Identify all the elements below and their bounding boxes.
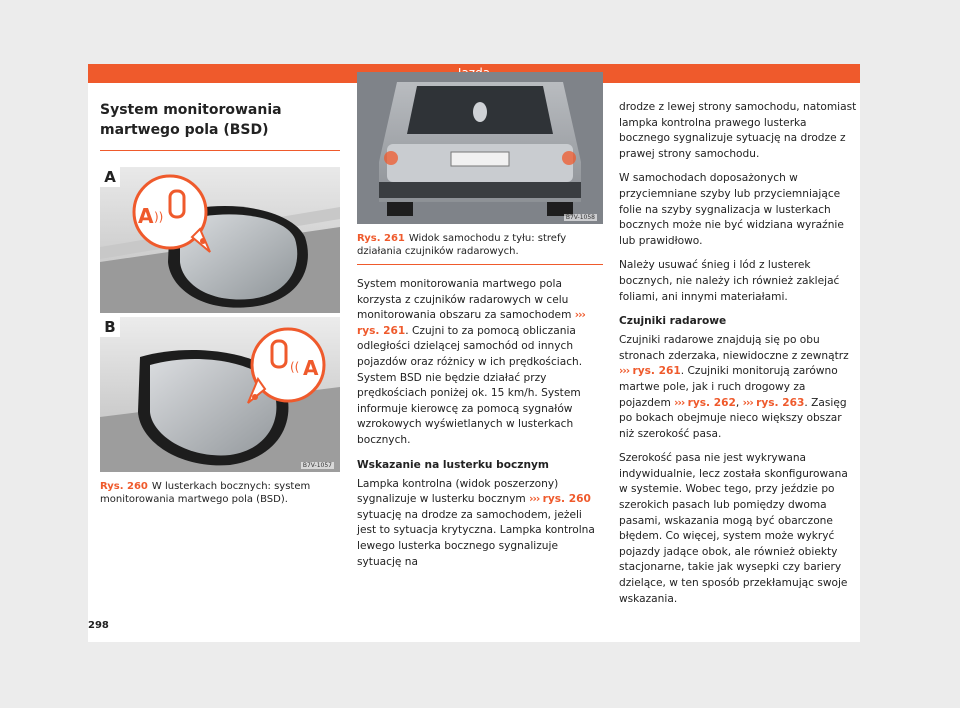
rear-figure-ref: Rys. 261: [357, 233, 405, 244]
text-run: System monitorowania martwego pola korzysta z czujników radarowych w celu monitorowania obszaru za samochodem: [357, 278, 575, 322]
figure-caption-text: W lusterkach bocznych: system monitorowania martwego pola (BSD).: [100, 481, 311, 505]
paragraph: Szerokość pasa nie jest wykrywana indywidualnie, lecz została skonfigurowana w systemie. Wobec tego, przy jeździe po szerokich pasach lub pomiędzy dwoma pasami, wskazania mogą być obarczone błędem. Co więcej, system może wykryć pojazdy jadące obok, ale również obiekty stacjonarne, takie jak wysepki czy bariery dzielące, w ten sposób przekłamując swoje wskazania.: [619, 452, 848, 605]
figure-link[interactable]: rys. 261: [632, 365, 681, 378]
arrow-glyph: ›››: [742, 396, 753, 409]
subheading: Wskazanie na lusterku bocznym: [357, 458, 549, 471]
paragraph: [619, 333, 859, 442]
figure-ref: Rys. 260: [100, 481, 148, 492]
arrow-glyph: ›››: [529, 493, 540, 506]
figure-link[interactable]: rys. 260: [542, 493, 591, 506]
text-run: ,: [735, 396, 743, 409]
figure-rear-view: [357, 72, 603, 224]
rear-figure-caption-text: Widok samochodu z tyłu: strefy działania czujników radarowych.: [357, 233, 567, 257]
page-number: 298: [88, 620, 109, 631]
paragraph: Należy usuwać śnieg i lód z lusterek bocznych, nie należy ich również zaklejać foliami, ani innymi materiałami.: [619, 259, 840, 303]
text-run: Lampka kontrolna (widok poszerzony) sygnalizuje w lusterku bocznym: [357, 477, 559, 506]
section-title: System monitorowania martwego pola (BSD): [100, 100, 340, 151]
figure-letter-b: B: [100, 317, 120, 337]
paragraph: [357, 477, 603, 571]
text-run: . Czujni to za pomocą obliczania odległości dzielącej samochód od innych pojazdów oraz różnicy w ich prędkościach. System BSD nie będzie działać przy prędkościach poniżej ok. 15 km/h. System informuje kierowcę za pomocą sygnałów wzrokowych wyświetlanych w lusterkach bocznych.: [357, 324, 583, 446]
paragraph: [357, 277, 603, 449]
rear-figure-code: B7V-1058: [565, 214, 595, 221]
manual-page: [88, 64, 860, 642]
mirror-b-illustration: [100, 317, 340, 472]
paragraph: W samochodach doposażonych w przyciemniane szyby lub przyciemniające folie na szyby sygnalizacja w lusterkach bocznych może nie być widziana wyraźnie lub prawidłowo.: [619, 172, 844, 247]
svg-text:A: A: [138, 204, 154, 228]
figure-link[interactable]: rys. 263: [756, 396, 805, 409]
figure-caption: [100, 480, 340, 506]
paragraph: drodze z lewej strony samochodu, natomiast lampka kontrolna prawego lusterka bocznego sygnalizuje sytuację na drodze z prawej strony samochodu.: [619, 101, 857, 160]
text-run: . Czujniki monitorują zarówno martwe pole, jak i ruch drogowy za pojazdem: [619, 365, 838, 409]
left-column: [100, 100, 340, 506]
arrow-glyph: ›››: [574, 309, 585, 322]
svg-text:)): )): [154, 210, 164, 224]
right-column: [619, 100, 859, 616]
figure-link[interactable]: rys. 262: [687, 396, 736, 409]
svg-text:A: A: [303, 356, 319, 380]
figure-letter-a: A: [100, 167, 120, 187]
arrow-glyph: ›››: [619, 365, 630, 378]
text-run: sytuację na drodze za samochodem, jeżeli jest to sytuacja krytyczna. Lampka kontrolna lewego lusterka bocznego sygnalizuje sytuację na: [357, 508, 595, 568]
figure-code: B7V-1057: [302, 462, 332, 469]
subheading: Czujniki radarowe: [619, 315, 727, 328]
rear-figure-caption: [357, 232, 603, 265]
figure-mirror-b: [100, 317, 340, 472]
figure-link[interactable]: rys. 261: [357, 324, 406, 337]
mirror-a-illustration: [100, 167, 340, 313]
figure-mirror-a: [100, 167, 340, 313]
arrow-glyph: ›››: [674, 396, 685, 409]
car-rear-illustration: [357, 72, 603, 224]
svg-text:((: ((: [290, 360, 300, 374]
text-run: Czujniki radarowe znajdują się po obu stronach zderzaka, niewidoczne z zewnątrz: [619, 334, 849, 362]
middle-column: [357, 100, 603, 579]
text-run: . Zasięg po bokach obejmuje nieco większy obszar niż szerokość pasa.: [619, 396, 847, 440]
